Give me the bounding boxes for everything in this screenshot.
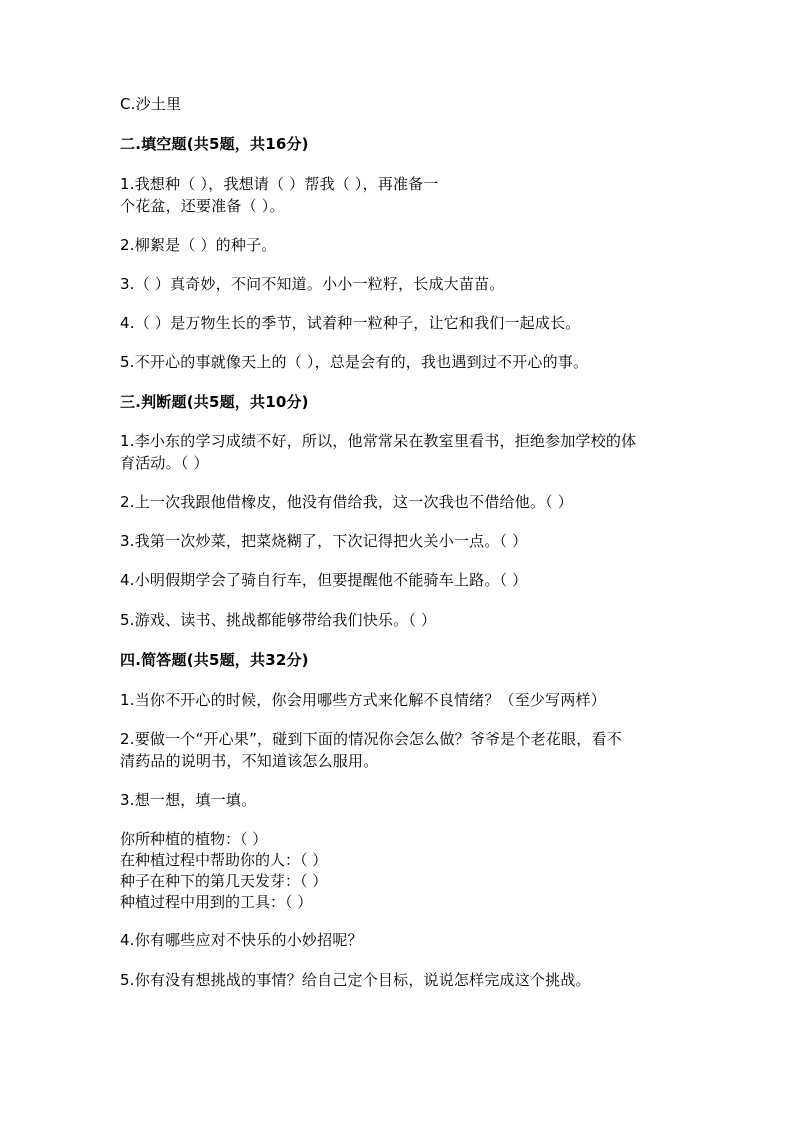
section-2-title: 二.填空题(共5题，共16分) — [120, 135, 309, 153]
s2-question-3: 3.（ ）真奇妙，不问不知道。小小一粒籽，长成大苗苗。 — [120, 275, 505, 293]
s2-question-4: 4.（ ）是万物生长的季节，试着种一粒种子，让它和我们一起成长。 — [120, 314, 581, 332]
fill-row-tools: 种植过程中用到的工具：（ ） — [120, 893, 313, 911]
s3-question-3: 3.我第一次炒菜，把菜烧糊了，下次记得把火关小一点。（ ） — [120, 532, 528, 550]
s4-question-5: 5.你有没有想挑战的事情？给自己定个目标，说说怎样完成这个挑战。 — [120, 971, 591, 989]
fill-row-helper: 在种植过程中帮助你的人：（ ） — [120, 851, 328, 869]
s2-question-1-line-2: 个花盆，还要准备（ ）。 — [120, 197, 285, 215]
fill-row-plant: 你所种植的植物：（ ） — [120, 830, 268, 848]
section-4-title: 四.简答题(共5题，共32分) — [120, 651, 309, 669]
s2-question-5: 5.不开心的事就像天上的（ ），总是会有的，我也遇到过不开心的事。 — [120, 353, 589, 371]
s3-question-2: 2.上一次我跟他借橡皮，他没有借给我，这一次我也不借给他。（ ） — [120, 493, 573, 511]
s4-question-1: 1.当你不开心的时候，你会用哪些方式来化解不良情绪？（至少写两样） — [120, 691, 606, 709]
s4-question-2-line-1: 2.要做一个“开心果”，碰到下面的情况你会怎么做？爷爷是个老花眼，看不 — [120, 730, 622, 748]
s3-question-1-line-1: 1.李小东的学习成绩不好，所以，他常常呆在教室里看书，拒绝参加学校的体 — [120, 432, 637, 450]
option-c: C.沙土里 — [120, 95, 182, 113]
s4-question-4: 4.你有哪些应对不快乐的小妙招呢？ — [120, 931, 363, 949]
s2-question-2: 2.柳絮是（ ）的种子。 — [120, 236, 277, 254]
s3-question-5: 5.游戏、读书、挑战都能够带给我们快乐。（ ） — [120, 611, 437, 629]
s4-question-3-fill-table — [120, 829, 450, 913]
fill-row-sprout-day: 种子在种下的第几天发芽：（ ） — [120, 872, 328, 890]
s4-question-3: 3.想一想，填一填。 — [120, 791, 257, 809]
s2-question-1-line-1: 1.我想种（ ），我想请（ ）帮我（ ），再准备一 — [120, 175, 439, 193]
s4-question-2-line-2: 清药品的说明书，不知道该怎么服用。 — [120, 752, 379, 770]
s3-question-1-line-2: 育活动。（ ） — [120, 454, 209, 472]
section-3-title: 三.判断题(共5题，共10分) — [120, 393, 309, 411]
s3-question-4: 4.小明假期学会了骑自行车，但要提醒他不能骑车上路。（ ） — [120, 571, 528, 589]
